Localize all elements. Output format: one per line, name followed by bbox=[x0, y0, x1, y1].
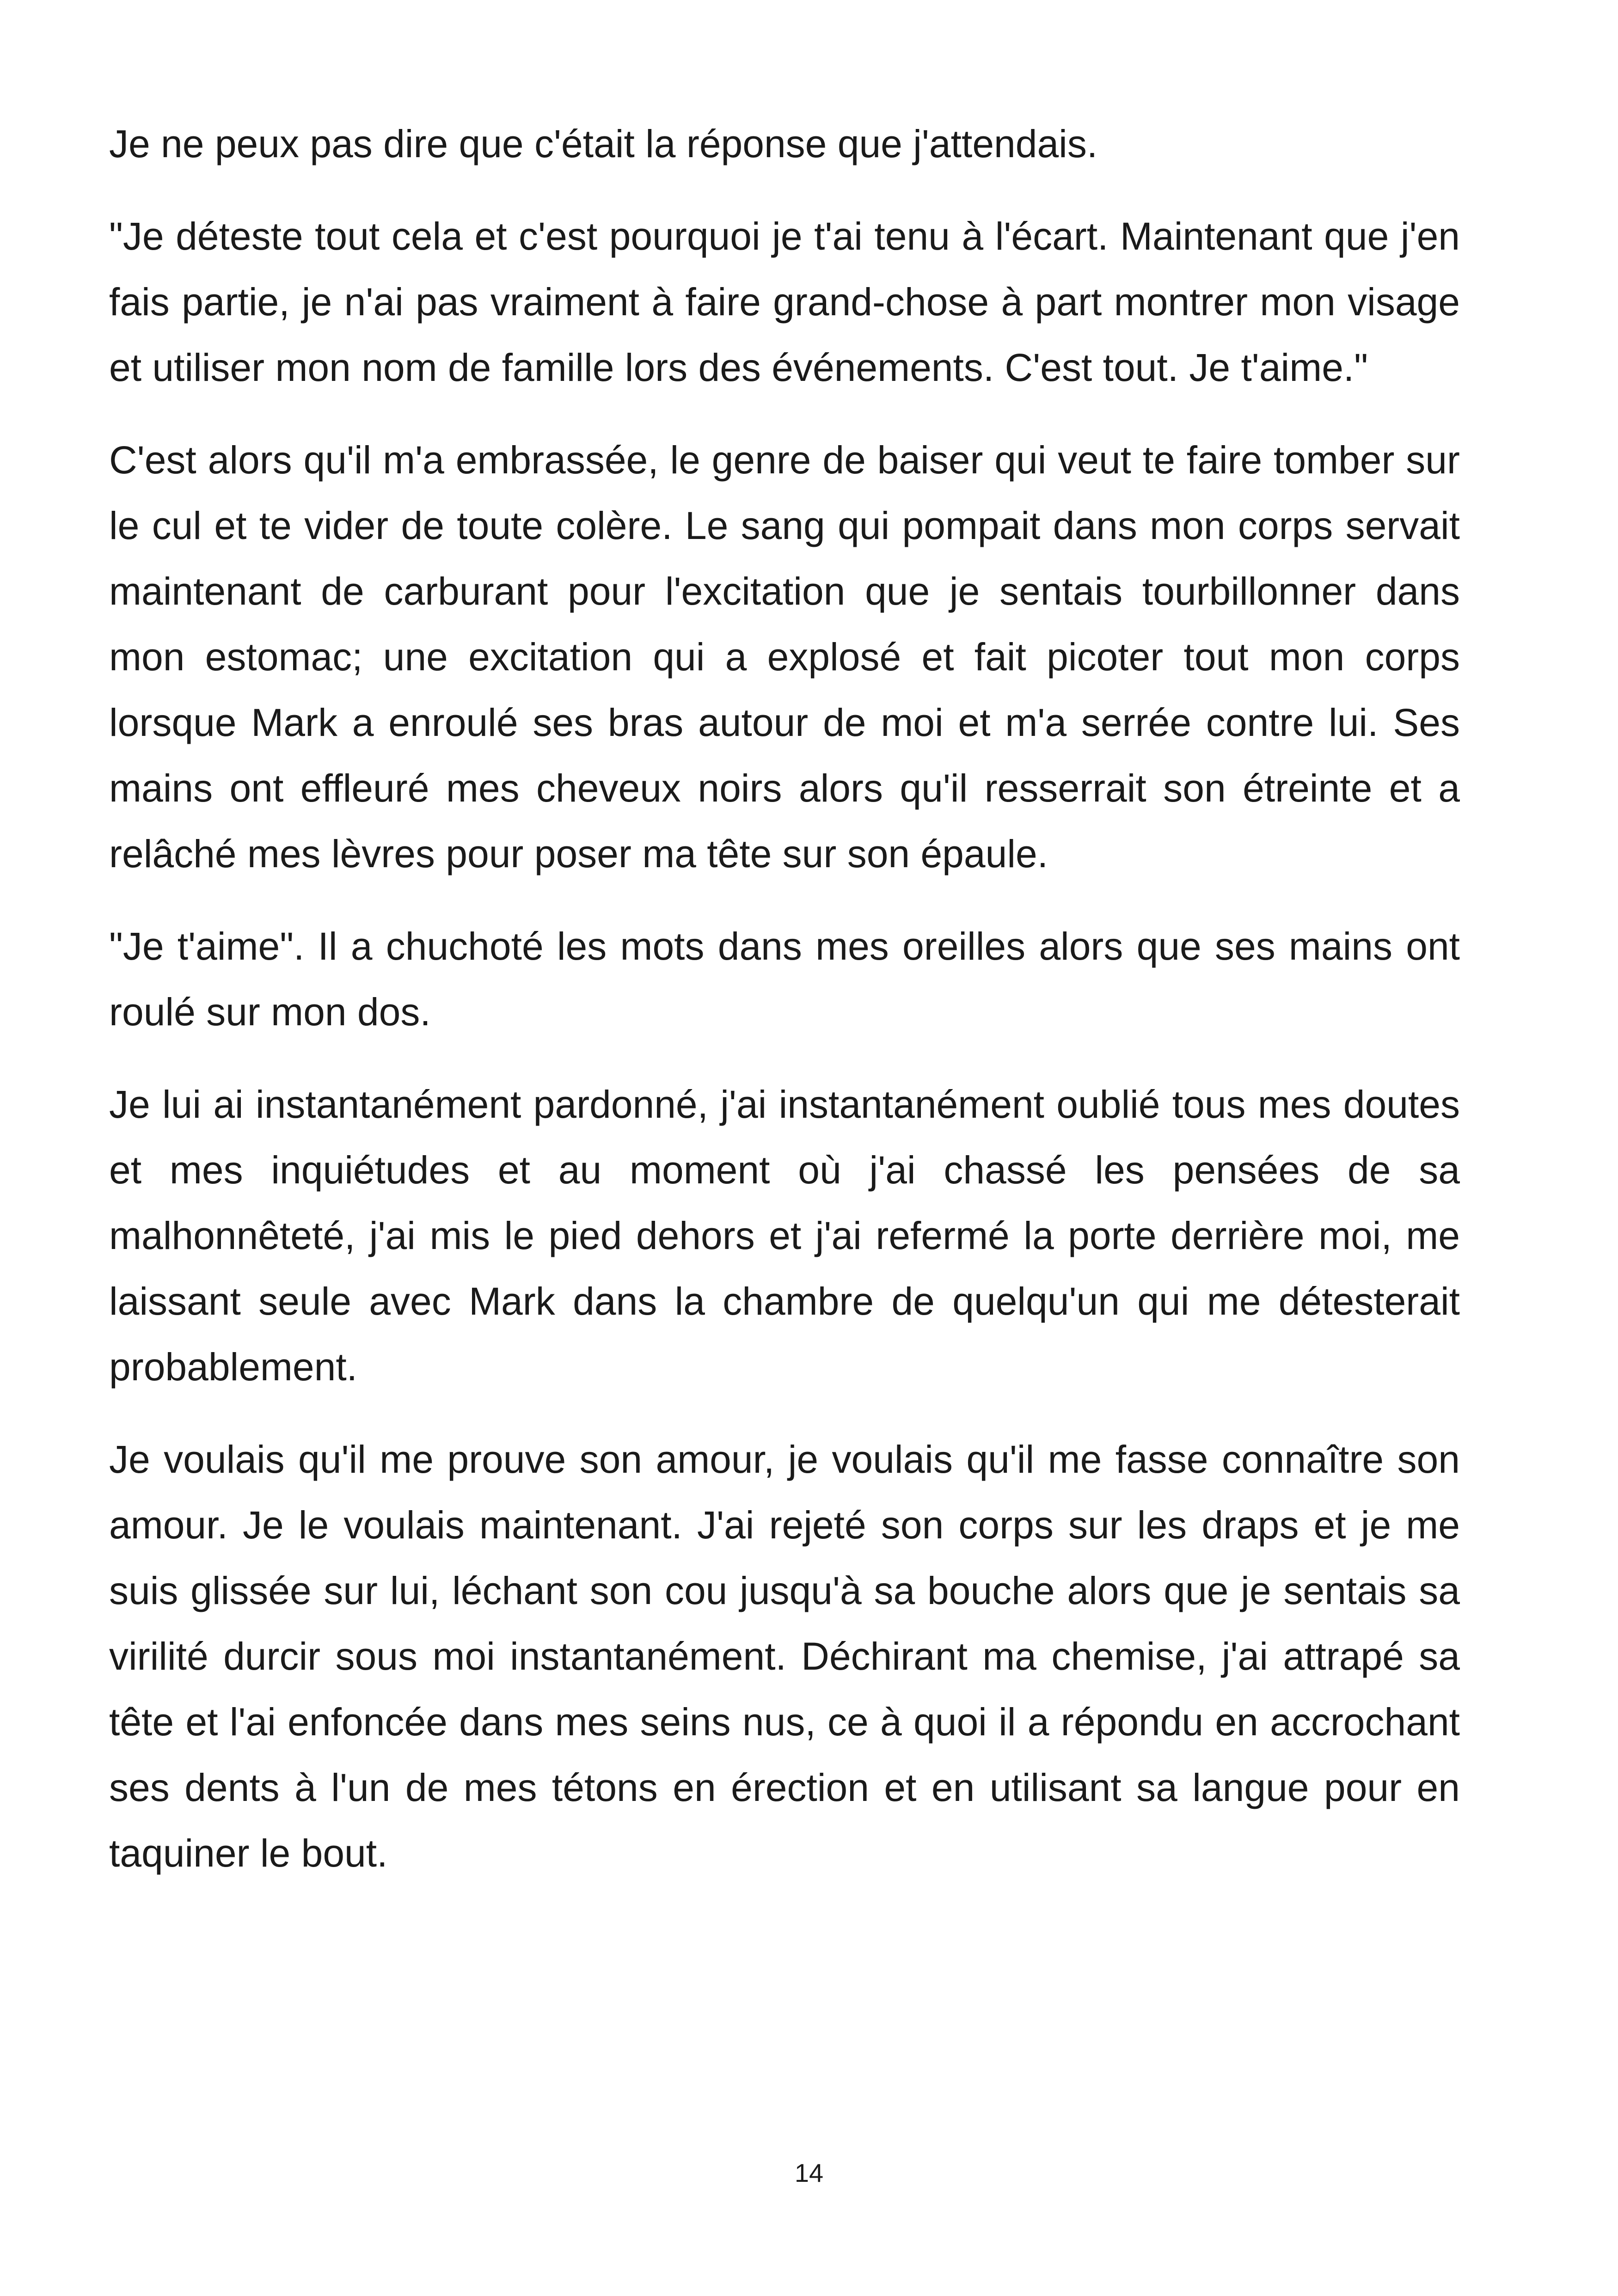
paragraph: "Je t'aime". Il a chuchoté les mots dans mes oreilles alors que ses mains ont roulé sur mon dos. bbox=[109, 925, 1460, 1034]
paragraph: "Je déteste tout cela et c'est pourquoi je t'ai tenu à l'écart. Maintenant que j'en fais partie, je n'ai pas vraiment à faire grand-chose à part montrer mon visage et utiliser mon nom de famille lors des événements. C'est tout. Je t'aime." bbox=[109, 214, 1460, 389]
paragraph: Je voulais qu'il me prouve son amour, je voulais qu'il me fasse connaître son amour. Je le voulais maintenant. J'ai rejeté son corps sur les draps et je me suis glissée sur lui, léchant son cou jusqu'à sa bouche alors que je sentais sa virilité durcir sous moi instantanément. Déchirant ma chemise, j'ai attrapé sa tête et l'ai enfoncée dans mes seins nus, ce à quoi il a répondu en accrochant ses dents à l'un de mes tétons en érection et en utilisant sa langue pour en taquiner le bout. bbox=[109, 1438, 1460, 1875]
paragraph: Je lui ai instantanément pardonné, j'ai instantanément oublié tous mes doutes et mes inquiétudes et au moment où j'ai chassé les pensées de sa malhonnêteté, j'ai mis le pied dehors et j'ai refermé la porte derrière moi, me laissant seule avec Mark dans la chambre de quelqu'un qui me détesterait probablement. bbox=[109, 1083, 1460, 1389]
paragraph: Je ne peux pas dire que c'était la réponse que j'attendais. bbox=[109, 122, 1098, 165]
body-text bbox=[109, 111, 1460, 1913]
page-number: 14 bbox=[794, 2158, 824, 2187]
paragraph: C'est alors qu'il m'a embrassée, le genre de baiser qui veut te faire tomber sur le cul et te vider de toute colère. Le sang qui pompait dans mon corps servait maintenant de carburant pour l'excitation que je sentais tourbillonner dans mon estomac; une excitation qui a explosé et fait picoter tout mon corps lorsque Mark a enroulé ses bras autour de moi et m'a serrée contre lui. Ses mains ont effleuré mes cheveux noirs alors qu'il resserrait son étreinte et a relâché mes lèvres pour poser ma tête sur son épaule. bbox=[109, 438, 1460, 876]
